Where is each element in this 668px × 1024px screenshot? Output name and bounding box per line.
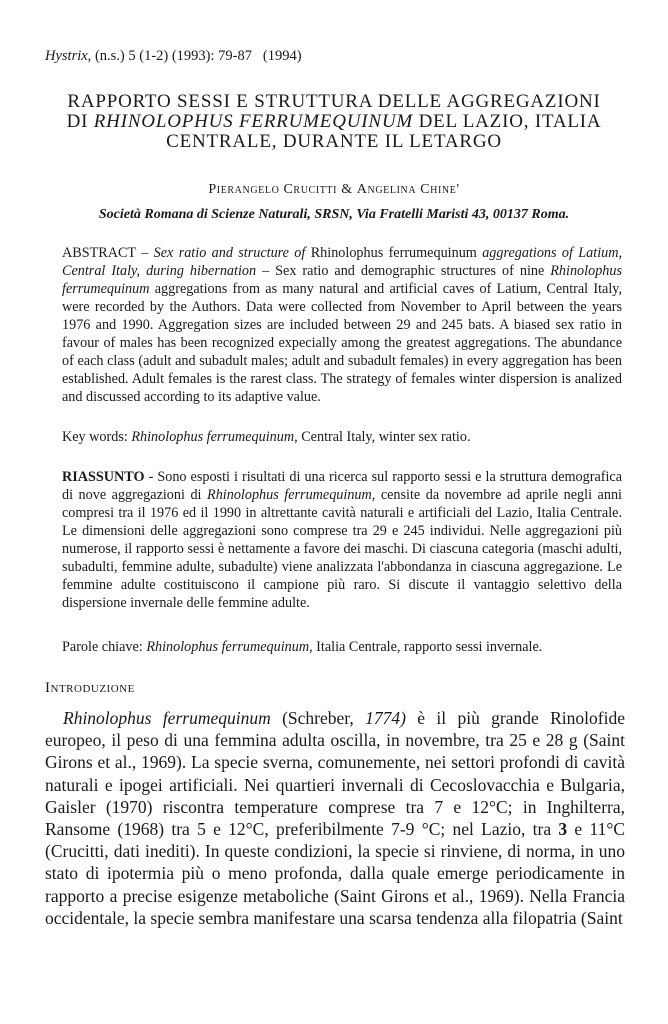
abstract-text-2: aggregations from as many natural and artificial caves of Latium, Central Italy, were recorded by the Authors. Data were collected from November to April between the years 1976 and 1990. Aggregation sizes are included between 29 and 245 bats. A biased sex ratio in favour of males has been recognized expecially among the greatest aggregations. The abundance of each class (adult and subadult males; adult and subadult females) in every aggregation has been established. Adult females is the rarest class. The strategy of females winter dispersion is analized and discussed according to its adaptive value.	[62, 281, 622, 405]
riassunto	[62, 468, 622, 612]
abstract-dash: –	[135, 245, 154, 261]
journal-year: (1994)	[262, 48, 302, 64]
author-2: Angelina Chine'	[356, 182, 460, 197]
abstract-species: Rhinolophus ferrumequinum	[62, 263, 622, 297]
intro-author: (Schreber,	[270, 708, 366, 728]
intro-text-1: è il più grande Rinolofide europeo, il peso di una femmina adulta oscilla, in novembre, tra 25 e 28 g (Saint Girons et al., 1969). La specie sverna, comunemente, nei settori profondi di cavità naturali e ipogei artificiali. Nei quartieri invernali di Cecoslovacchia e Bulgaria, Gaisler (1970) riscontra temperature comprese tra 7 e 12°C; in Inghilterra, Ransome (1968) tra 5 e 12°C, preferibilmente 7-9 °C; nel Lazio, tra	[45, 708, 625, 840]
introduction-paragraph	[45, 707, 625, 929]
riassunto-label: RIASSUNTO	[62, 469, 145, 485]
keywords-species: Rhinolophus ferrumequinum	[131, 429, 295, 445]
author-separator: &	[341, 182, 353, 197]
abstract-label: ABSTRACT	[62, 245, 136, 261]
journal-name: Hystrix,	[45, 48, 92, 64]
journal-citation	[45, 48, 302, 65]
keywords	[62, 428, 622, 446]
keywords-rest: , Central Italy, winter sex ratio.	[294, 429, 471, 445]
riassunto-text-1: - Sono esposti i risultati di una ricerca sul rapporto sessi e la struttura demografica di nove aggregazioni di	[62, 469, 622, 503]
keywords-label: Key words:	[62, 429, 132, 445]
abstract-title-1: Sex ratio and structure of	[153, 245, 306, 261]
section-heading-introduzione: Introduzione	[45, 680, 135, 696]
abstract	[62, 244, 622, 406]
intro-bold-number: 3	[558, 819, 568, 840]
title-line-1: RAPPORTO SESSI E STRUTTURA DELLE AGGREGAZIONI	[67, 91, 601, 112]
riassunto-text-2: , censite da novembre ad aprile negli anni compresi tra il 1976 ed il 1990 in altrettante cavità naturali e artificiali del Lazio, Italia Centrale. Le dimensioni delle aggregazioni sono comprese tra 29 e 245 individui. Nelle aggregazioni più numerose, il rapporto sessi è nettamente a favore dei maschi. Di ciascuna categoria (maschi adulti, subadulti, femmine adulte, subadulte) viene analizzata l'abbondanza in ciascuna aggregazione. Le femmine adulte costituiscono il campione più raro. Si discute il vantaggio selettivo della dispersione invernale delle femmine adulte.	[62, 487, 622, 611]
riassunto-species: Rhinolophus ferrumequinum	[207, 487, 372, 503]
parole-species: Rhinolophus ferrumequinum	[146, 639, 310, 655]
abstract-text-1: – Sex ratio and demographic structures of nine	[256, 263, 551, 279]
title-line-3: CENTRALE, DURANTE IL LETARGO	[166, 131, 502, 152]
title-suffix: DEL LAZIO, ITALIA	[418, 111, 602, 132]
parole-rest: , Italia Centrale, rapporto sessi invernale.	[309, 639, 543, 655]
parole-label: Parole chiave:	[62, 639, 147, 655]
abstract-title-species: Rhinolophus ferrumequinum	[310, 245, 477, 261]
intro-text-2: e 11°C (Crucitti, dati inediti). In queste condizioni, la specie si rinviene, di norma, in uno stato di ipotermia più o meno profonda, dalla quale emerge periodicamente in rapporto a precise esigenze metaboliche (Saint Girons et al., 1969). Nella Francia occidentale, la specie sembra manifestare una scarsa tendenza alla filopatria (Saint	[45, 819, 625, 928]
paper-title	[40, 92, 628, 152]
authors	[0, 182, 668, 198]
affiliation: Società Romana di Scienze Naturali, SRSN, Via Fratelli Maristi 43, 00137 Roma.	[98, 207, 570, 222]
parole-chiave	[62, 638, 622, 656]
intro-year: 1774)	[365, 708, 406, 728]
title-species: RHINOLOPHUS FERRUMEQUINUM	[93, 111, 413, 132]
intro-species: Rhinolophus ferrumequinum	[63, 708, 271, 728]
journal-details: (n.s.) 5 (1-2) (1993): 79-87	[94, 48, 252, 64]
author-1: Pierangelo Crucitti	[208, 182, 338, 197]
title-line-2	[40, 112, 628, 132]
abstract-title-2: aggregations of Latium, Central Italy, during hibernation	[62, 245, 623, 279]
title-prefix: DI	[66, 111, 89, 132]
